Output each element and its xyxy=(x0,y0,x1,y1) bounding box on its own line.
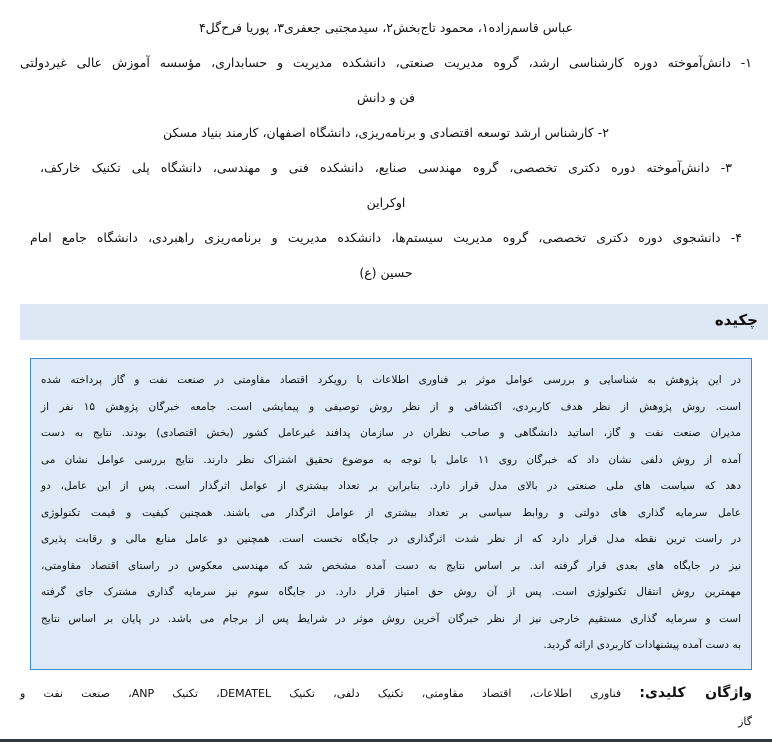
keywords xyxy=(20,680,752,707)
abstract-line: است و سرمایه گذاری مستقیم خارجی نیز از نظر خبرگان آخرین روش موثر در شرایط پس از برجام می باشد. در پایان بر اساس نتایج xyxy=(41,612,741,625)
abstract-box xyxy=(30,358,752,670)
abstract-line: عامل سرمایه گذاری های دولتی و روابط سیاسی بر تعداد بیشتری از عوامل اثرگذار می باشند. همچنین کیفیت و قیمت تکنولوژی xyxy=(41,506,741,519)
abstract-line: در این پژوهش به شناسایی و بررسی عوامل موثر بر فناوری اطلاعات با رویکرد اقتصاد مقاومتی در صنعت نفت و گاز پرداخته شده xyxy=(41,374,741,386)
affiliation-1-cont: فن و دانش xyxy=(357,90,415,105)
authors: عباس قاسم‌زاده۱، محمود تاج‌بخش۲، سیدمجتبی جعفری۳، پوریا فرح‌گل۴ xyxy=(198,20,574,35)
keywords-text: فناوری اطلاعات، اقتصاد مقاومتی، تکنیک دلفی، تکنیک DEMATEL، تکنیک ANP، صنعت نفت و xyxy=(20,686,622,700)
abstract-line: دهد که سیاست های ملی صنعتی در بالای مدل قرار دارد. بنابراین بر تعداد بیشتری از عوامل اثرگذار است. پس از این عامل، دو xyxy=(41,480,741,492)
abstract-heading: چکیده xyxy=(714,311,758,329)
affiliation-3: ۳- دانش‌آموخته دوره دکتری تخصصی، گروه مهندسی صنایع، دانشکده فنی و مهندسی، دانشگاه پلی تکنیک خارکف، xyxy=(40,160,732,175)
affiliation-4-cont: حسین (ع) xyxy=(359,265,413,280)
abstract-line: در راست ترین نقطه مدل قرار دارد که از نظر شدت اثرگذاری در جایگاه نخست است. همچنین دو عامل منابع مالی و رقابت پذیری xyxy=(41,533,741,545)
abstract-line: نیز در جایگاه های بعدی قرار گرفته اند. بر اساس نتایج به دست آمده مشخص شد که مهندسی معکوس در راستای اقتصاد مقاومتی، xyxy=(41,559,741,572)
affiliation-2: ۲- کارشناس ارشد توسعه اقتصادی و برنامه‌ریزی، دانشگاه اصفهان، کارمند بنیاد مسکن xyxy=(163,125,609,140)
abstract-line: مدیران صنعت نفت و گاز، اساتید دانشگاهی و صاحب نظران در سازمان پدافند غیرعامل کشور (بخش اقتصادی) بودند. نتایج به دست xyxy=(41,427,741,439)
abstract-line: آمده از روش دلفی نشان داد که خبرگان روی ۱۱ عامل با توجه به موضوع تحقیق اشتراک نظر دارند. نتایج بررسی عوامل نشان می xyxy=(41,453,741,466)
keywords-cont: گاز xyxy=(738,714,752,728)
abstract-line: است. روش پژوهش از نظر هدف کاربردی، اکتشافی و از نظر روش توصیفی و پیمایشی است. جامعه خبرگان پژوهش ۱۵ نفر از xyxy=(41,400,741,413)
abstract-heading-bar xyxy=(20,304,768,340)
affiliation-1: ۱- دانش‌آموخته دوره کارشناسی ارشد، گروه مدیریت صنعتی، دانشکده مدیریت و حسابداری، مؤسسه آموزش عالی غیردولتی xyxy=(20,55,752,70)
affiliation-4: ۴- دانشجوی دوره دکتری تخصصی، گروه مدیریت سیستم‌ها، دانشکده مدیریت و برنامه‌ریزی راهبردی، دانشگاه جامع امام xyxy=(30,230,742,245)
bottom-border xyxy=(0,739,772,742)
abstract-line: مهمترین روش انتقال تکنولوژی است. پس از آن روش حق امتیاز قرار دارد. در جایگاه سوم نیز سرمایه گذاری مشترک جای گرفته xyxy=(41,586,741,598)
affiliation-3-cont: اوکراین xyxy=(366,195,406,210)
abstract-line: به دست آمده پیشنهادات کاربردی ارائه گردید. xyxy=(543,639,741,651)
keywords-label: واژگان کلیدی: xyxy=(639,684,753,701)
